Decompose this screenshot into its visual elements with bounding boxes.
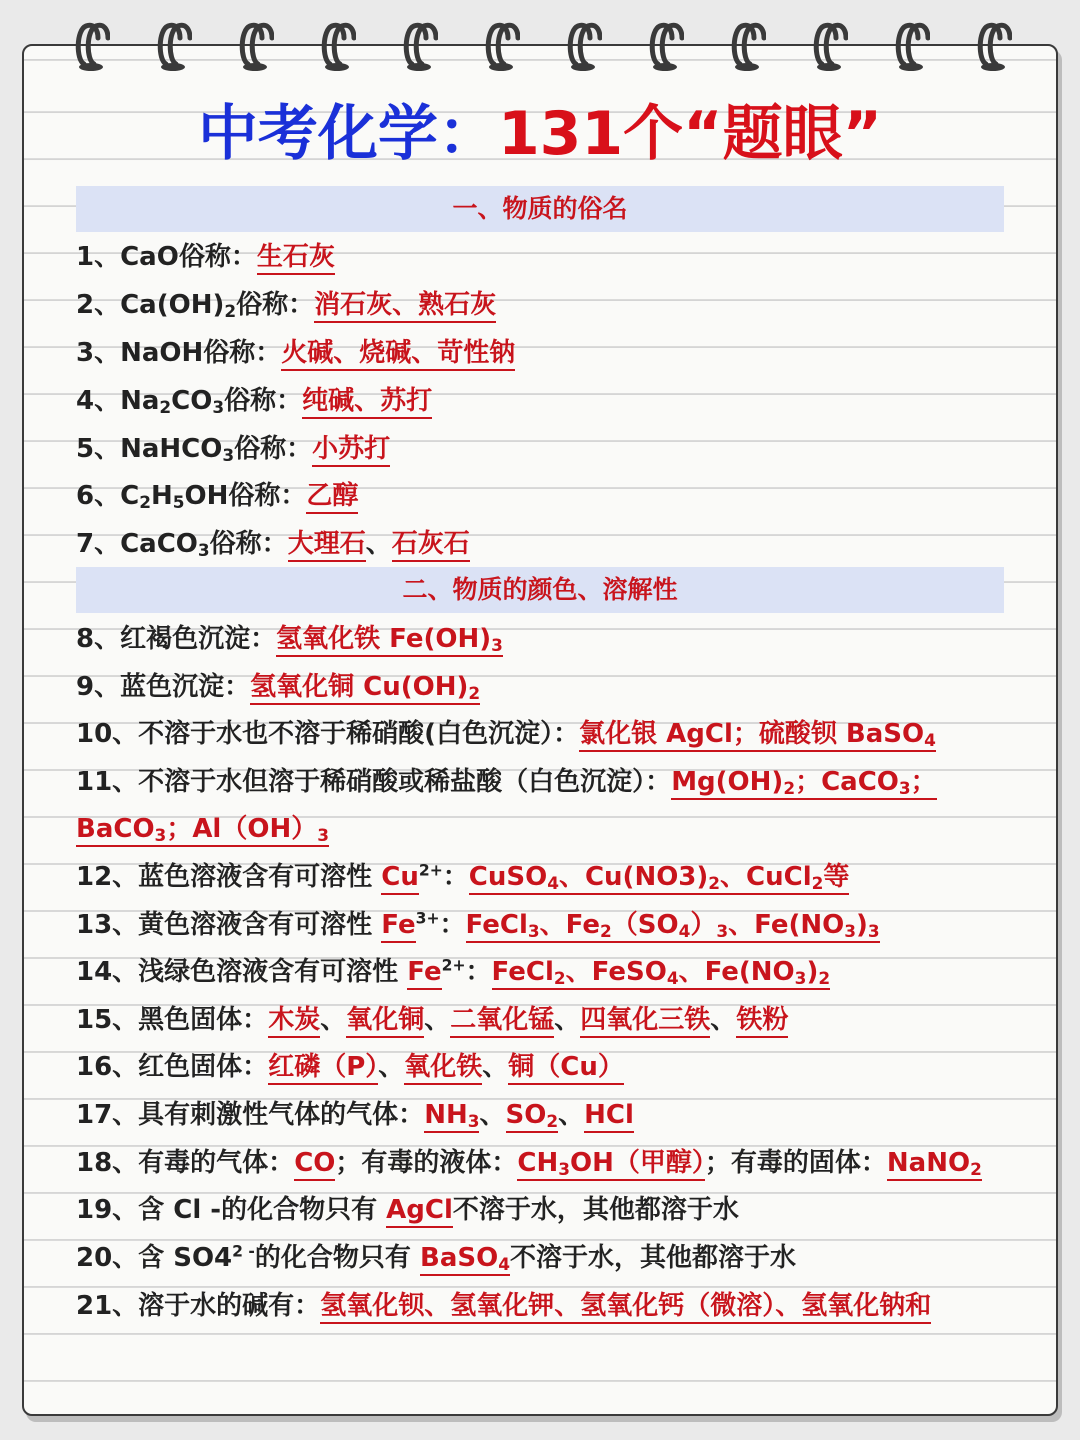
item-4: 4、$Na_2CO_3$俗称：纯碱、苏打: [76, 386, 433, 418]
answer: 氢氧化钡、氢氧化钾、氢氧化钙（微溶）、氢氧化钠和: [320, 1291, 931, 1324]
section-header-names: 一、物质的俗名: [76, 186, 1004, 232]
spiral-ring-icon: [74, 20, 110, 74]
item-20: 20、含 $SO4^{2 -}$的化合物只有 BaSO$_4$不溶于水，其他都溶于水: [76, 1242, 796, 1275]
title-part-blue: 中考化学：: [197, 99, 498, 169]
item-17: 17、具有刺激性气体的气体：$NH_3$、$SO_2$、HCl: [76, 1100, 634, 1132]
item-3: 3、NaOH俗称：火碱、烧碱、苛性钠: [76, 333, 1016, 373]
item-2: 2、$Ca(OH)_2$俗称：消石灰、熟石灰: [76, 290, 497, 322]
answer: 红磷（P）: [268, 1052, 378, 1085]
item-21: 21、溶于水的碱有：氢氧化钡、氢氧化钾、氢氧化钙（微溶）、氢氧化钠和: [76, 1286, 1016, 1326]
answer: CO: [294, 1148, 335, 1181]
item-1: 1、CaO俗称：生石灰: [76, 237, 1016, 277]
ion: Fe: [381, 910, 415, 943]
answer: NaNO$_2$: [886, 1148, 982, 1180]
answer: 石灰石: [392, 529, 470, 562]
answer: 火碱、烧碱、苛性钠: [281, 338, 515, 371]
answer: AgCl: [386, 1195, 453, 1228]
answer: 纯碱、苏打: [302, 386, 432, 419]
spiral-ring-icon: [648, 20, 684, 74]
spiral-ring-icon: [320, 20, 356, 74]
answer: CuSO$_4$、$Cu(NO3)_2$、CuCl$_2$等: [468, 862, 850, 894]
answer: 消石灰、熟石灰: [314, 290, 496, 323]
answer: BaCO$_3$；$Al(OH)_3$: [76, 814, 329, 846]
answer: $CH_3OH$（甲醇）: [517, 1148, 705, 1180]
spiral-ring-icon: [484, 20, 520, 74]
item-5: 5、NaHCO$_3$俗称：小苏打: [76, 434, 391, 466]
answer: HCl: [584, 1100, 634, 1133]
answer: 氧化铜: [346, 1005, 424, 1038]
item-8: 8、红褐色沉淀：氢氧化铁 $Fe(OH)_3$: [76, 624, 503, 656]
answer: 氢氧化铁 $Fe(OH)_3$: [276, 624, 503, 656]
item-13: 13、黄色溶液含有可溶性 $Fe^{3+}$：FeCl$_3$、$Fe_2(SO_4)_3$、$Fe(NO_3)_3$: [76, 909, 880, 942]
answer: BaSO$_4$: [420, 1243, 510, 1275]
answer: 氯化银 AgCl；硫酸钡 BaSO$_4$: [579, 719, 936, 751]
answer: 铜（Cu）: [508, 1052, 624, 1085]
item-15: 15、黑色固体：木炭、氧化铜、二氧化锰、四氧化三铁、铁粉: [76, 1000, 1016, 1040]
answer: 氧化铁: [404, 1052, 482, 1085]
spiral-ring-icon: [238, 20, 274, 74]
title-part-red: 131个“题眼”: [497, 99, 883, 169]
answer: 乙醇: [306, 481, 358, 514]
answer: 生石灰: [257, 242, 335, 275]
spiral-ring-icon: [976, 20, 1012, 74]
spiral-ring-icon: [894, 20, 930, 74]
page-title: [0, 96, 1080, 172]
spiral-ring-icon: [566, 20, 602, 74]
answer: 铁粉: [736, 1005, 788, 1038]
spiral-ring-icon: [812, 20, 848, 74]
answer: 小苏打: [312, 434, 390, 467]
item-12: 12、蓝色溶液含有可溶性 $Cu^{2+}$：CuSO$_4$、$Cu(NO3)_2$、CuCl$_2$等: [76, 861, 850, 894]
ion: Fe: [407, 957, 441, 990]
item-11: 11、不溶于水但溶于稀硝酸或稀盐酸（白色沉淀）：$Mg(OH)_2$；CaCO$_3$；: [76, 767, 937, 799]
item-14: 14、浅绿色溶液含有可溶性 $Fe^{2+}$：FeCl$_2$、FeSO$_4$、$Fe(NO_3)_2$: [76, 956, 831, 989]
item-10: 10、不溶于水也不溶于稀硝酸(白色沉淀）：氯化银 AgCl；硫酸钡 BaSO$_4$: [76, 719, 936, 751]
answer: 大理石: [288, 529, 366, 562]
answer: $SO_2$: [505, 1100, 559, 1132]
ion: Cu: [381, 862, 419, 895]
answer: 木炭: [268, 1005, 320, 1038]
item-9: 9、蓝色沉淀：氢氧化铜 $Cu(OH)_2$: [76, 672, 481, 704]
spiral-ring-icon: [730, 20, 766, 74]
answer: $NH_3$: [424, 1100, 480, 1132]
answer: 四氧化三铁: [580, 1005, 710, 1038]
item-6: 6、$C_2H_5OH$俗称：乙醇: [76, 481, 359, 513]
item-11-continued: [76, 809, 1016, 849]
answer: $Mg(OH)_2$；CaCO$_3$；: [671, 767, 937, 799]
section-header-colors: 二、物质的颜色、溶解性: [76, 567, 1004, 613]
item-16: 16、红色固体：红磷（P）、氧化铁、铜（Cu）: [76, 1047, 1016, 1087]
answer: 氢氧化铜 $Cu(OH)_2$: [250, 672, 481, 704]
spiral-binding: [0, 0, 1080, 80]
item-18: 18、有毒的气体：CO；有毒的液体：$CH_3OH$（甲醇）；有毒的固体：NaNO$_2$: [76, 1148, 982, 1180]
spiral-ring-icon: [156, 20, 192, 74]
item-7: 7、CaCO$_3$俗称：大理石、石灰石: [76, 529, 470, 561]
answer: FeCl$_2$、FeSO$_4$、$Fe(NO_3)_2$: [491, 957, 831, 989]
item-19: 19、含 Cl -的化合物只有 AgCl不溶于水，其他都溶于水: [76, 1190, 1016, 1230]
answer: FeCl$_3$、$Fe_2(SO_4)_3$、$Fe(NO_3)_3$: [465, 910, 880, 942]
spiral-ring-icon: [402, 20, 438, 74]
answer: 二氧化锰: [450, 1005, 554, 1038]
